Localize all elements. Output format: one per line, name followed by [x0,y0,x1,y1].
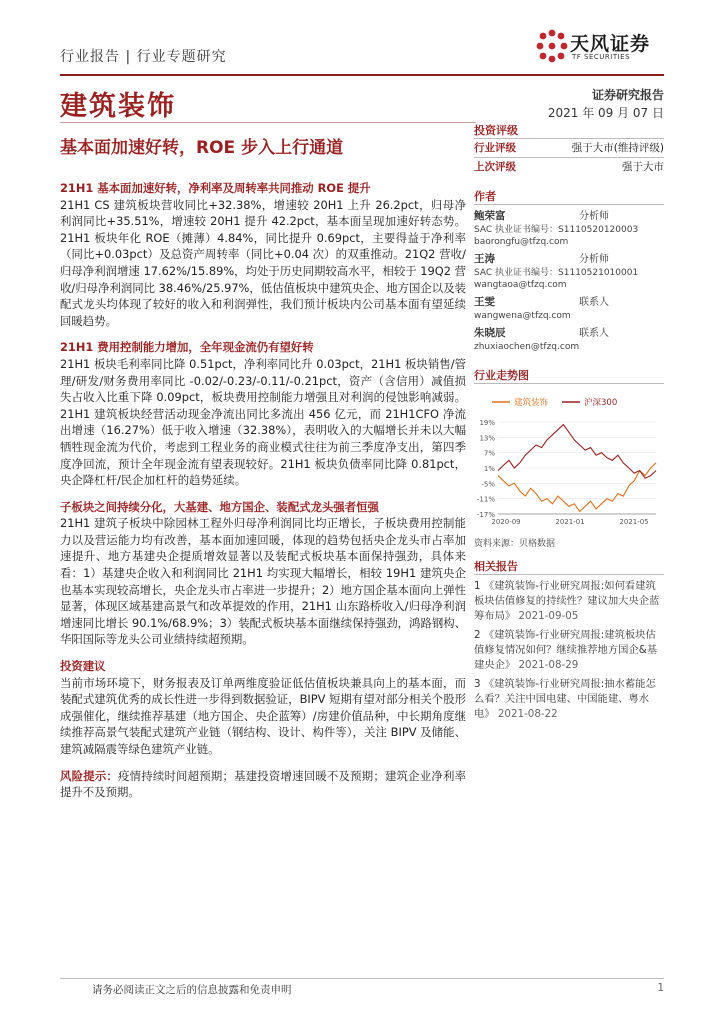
author-email[interactable]: zhuxiaochen@tfzq.com [474,342,580,352]
y-tick-label: 7% [483,449,495,458]
x-tick-label: 2020-09 [491,518,521,526]
author-name: 王涛 [474,253,495,265]
title-divider [60,122,476,123]
report-label: 证券研究报告 [591,88,664,102]
logo-name-cn: 天风证券 [570,33,651,55]
header-divider [60,74,664,76]
section-paragraph: 21H1 建筑子板块中除园林工程外归母净利润同比均正增长，子板块费用控制能力以及营运能力均有改善，基本面加速回暖，体现的趋势包括央企龙头市占率加速提升、地方基建央企提质增效显著以及装配式板块基本面保持强劲，具体来看：1）基建央企收入和利润同比 21H1 均实现大幅增长，相较 19H1 建筑央企也基本实现较高增长，央企龙头市占率进一步提升；2）地方国企基本面向上弹性显著，体现区域基建高景气和改革提效的作用，21H1 山东路桥收入/归母净利润增速同比增长 90.1%/68.9%；3）装配式板块基本面继续保持强劲，鸿路钢构、华阳国际等龙头公司业绩持续超预期。 [60,516,467,647]
trend-title: 行业走势图 [474,367,664,384]
last-rating-label: 上次评级 [474,161,516,173]
related-report[interactable] [474,579,664,624]
section-investment-advice [60,658,466,758]
author-email[interactable]: wangwena@tfzq.com [474,311,571,321]
industry-rating-row [474,139,664,157]
author-name: 王雯 [474,296,495,308]
section-paragraph: 当前市场环境下，财务报表及订单两维度验证低估值板块兼具向上的基本面，而装配式建筑优秀的成长性进一步得到数据验证，BIPV 短期有望对部分相关个股形成强催化，继续推荐基建（地方国企、央企蓝筹）/房建价值品种，中长期角度继续推荐高景气装配式建筑产业链（钢结构、设计、构件等），关注 BIPV 及储能、建筑减隔震等绿色建筑产业链。 [60,675,466,756]
risk-label: 风险提示： [60,768,119,783]
author-email[interactable]: baorongfu@tfzq.com [474,237,569,247]
author-name: 朱晓辰 [474,327,506,339]
y-tick-label: 19% [479,419,495,427]
last-rating-value: 强于大市 [622,161,664,173]
section-paragraph: 21H1 板块毛利率同比降 0.51pct，净利率同比升 0.03pct，21H1 板块销售/管理/研发/财务费用率同比 -0.02/-0.23/-0.11/-0.21pct，资产（含信用）减值损失占收入比重下降 0.09pct，板块费用控制能力增强且对利润的侵蚀影响减弱。21H1 建筑板块经营活动现金净流出同比多流出 456 亿元，而 21H1CFO 净流出增速（16.27%）低于收入增速（32.38%），表明收入的大幅增长并未以大幅牺牲现金流为代价，考虑到工程业务的商业模式往往为前三季度净支出，第四季度净回流，预计全年现金流有望表现较好。21H1 板块负债率同比降 0.81pct，央企降杠杆/民企加杠杆的趋势延续。 [60,356,466,488]
legend-label: 沪深300 [584,398,618,408]
last-rating-row [474,158,664,176]
author-cert: SAC 执业证书编号：S1110520120003 [474,225,639,235]
rating-title: 投资评级 [474,122,664,139]
related-report-date: 2021-08-29 [518,659,579,671]
author-entry [474,252,664,291]
section-heading: 21H1 基本面加速好转，净利率及周转率共同推动 ROE 提升 [60,181,371,195]
related-title: 相关报告 [474,558,664,575]
author-role: 联系人 [579,328,609,339]
report-date: 2021 年 09 月 07 日 [547,106,664,120]
related-report[interactable] [474,677,664,722]
report-type: 行业报告 | 行业专题研究 [60,49,227,65]
footer-divider [60,978,664,979]
section-paragraph: 21H1 CS 建筑板块营收同比+32.38%，增速较 20H1 上升 26.2pct，归母净利润同比+35.51%，增速较 20H1 提升 42.2pct，基本面呈现加速好转态势。21H1 板块年化 ROE（摊薄）4.84%，同比提升 0.69pct，主要得益于净利率（同比+0.03pct）及总资产周转率（同比+0.04 次）的双重推动。21Q2 营收/归母净利润增速 17.62%/15.89%，均处于历史同期较高水平，相较于 19Q2 营收/归母净利润同比 38.46%/25.97%，低估值板块中建筑央企、地方国企以及装配式龙头均体现了较好的收入和利润弹性，我们预计板块内公司基本面有望延续回暖趋势。 [60,197,466,328]
sidebar [474,122,664,722]
section-heading: 子板块之间持续分化，大基建、地方国企、装配式龙头强者恒强 [60,499,379,514]
related-report-title[interactable]: 2 《建筑装饰-行业研究周报:建筑板块估值修复情况如何？继续推荐地方国企&基建央企》 [474,629,658,671]
author-entry [474,209,664,248]
legend-label: 建筑装饰 [514,398,549,408]
author-entry [474,326,664,353]
trend-chart [474,392,664,532]
author-entry [474,295,664,322]
series-line [498,463,656,512]
section-performance [60,180,466,329]
author-name: 鲍荣富 [474,210,506,222]
author-role: 联系人 [579,297,609,308]
section-heading: 21H1 费用控制能力增加，全年现金流仍有望好转 [60,340,314,355]
industry-rating-label: 行业评级 [474,142,516,154]
report-body [60,180,466,801]
series-line [498,425,656,479]
author-role: 分析师 [579,254,609,265]
related-report-title[interactable]: 1 《建筑装饰-行业研究周报:如何看建筑板块估值修复的持续性？建议加大央企蓝筹布局》 [474,580,660,622]
y-tick-label: -17% [476,511,495,519]
y-tick-label: 13% [479,434,495,443]
y-tick-label: 1% [483,465,495,473]
x-tick-label: 2021-05 [619,518,649,526]
related-report-date: 2021-09-05 [518,610,579,622]
author-role: 分析师 [579,211,609,222]
industry-name: 建筑装饰 [60,91,176,122]
related-report[interactable] [474,628,664,673]
chart-source: 资料来源：贝格数据 [474,539,556,549]
main-title: 基本面加速好转，ROE 步入上行通道 [60,138,344,158]
trend-chart-svg [474,392,664,532]
related-report-date: 2021-08-22 [497,708,558,720]
page-number: 1 [657,982,664,994]
section-heading: 投资建议 [60,659,106,674]
industry-rating-value: 强于大市(维持评级) [571,142,664,154]
y-tick-label: -11% [476,495,495,504]
y-tick-label: -5% [481,480,495,489]
logo-mark-icon [534,28,570,64]
section-cost-control [60,339,466,488]
related-report-title[interactable]: 3 《建筑装饰-行业研究周报:抽水蓄能怎么看？关注中国电建、中国能建、粤水电》 [474,678,656,720]
author-cert: SAC 执业证书编号：S1110521010001 [474,268,639,278]
author-email[interactable]: wangtaoa@tfzq.com [474,280,567,290]
company-logo [534,22,674,72]
x-tick-label: 2021-01 [555,518,585,526]
section-sub-sectors [60,499,466,648]
risk-text: 疫情持续时间超预期；基建投资增速回暖不及预期；建筑企业净利率提升不及预期。 [60,768,466,800]
footer-disclaimer: 请务必阅读正文之后的信息披露和免责申明 [92,984,292,996]
risk-warning [60,768,466,801]
logo-name-en: TF SECURITIES [572,53,631,61]
author-title: 作者 [474,188,664,205]
